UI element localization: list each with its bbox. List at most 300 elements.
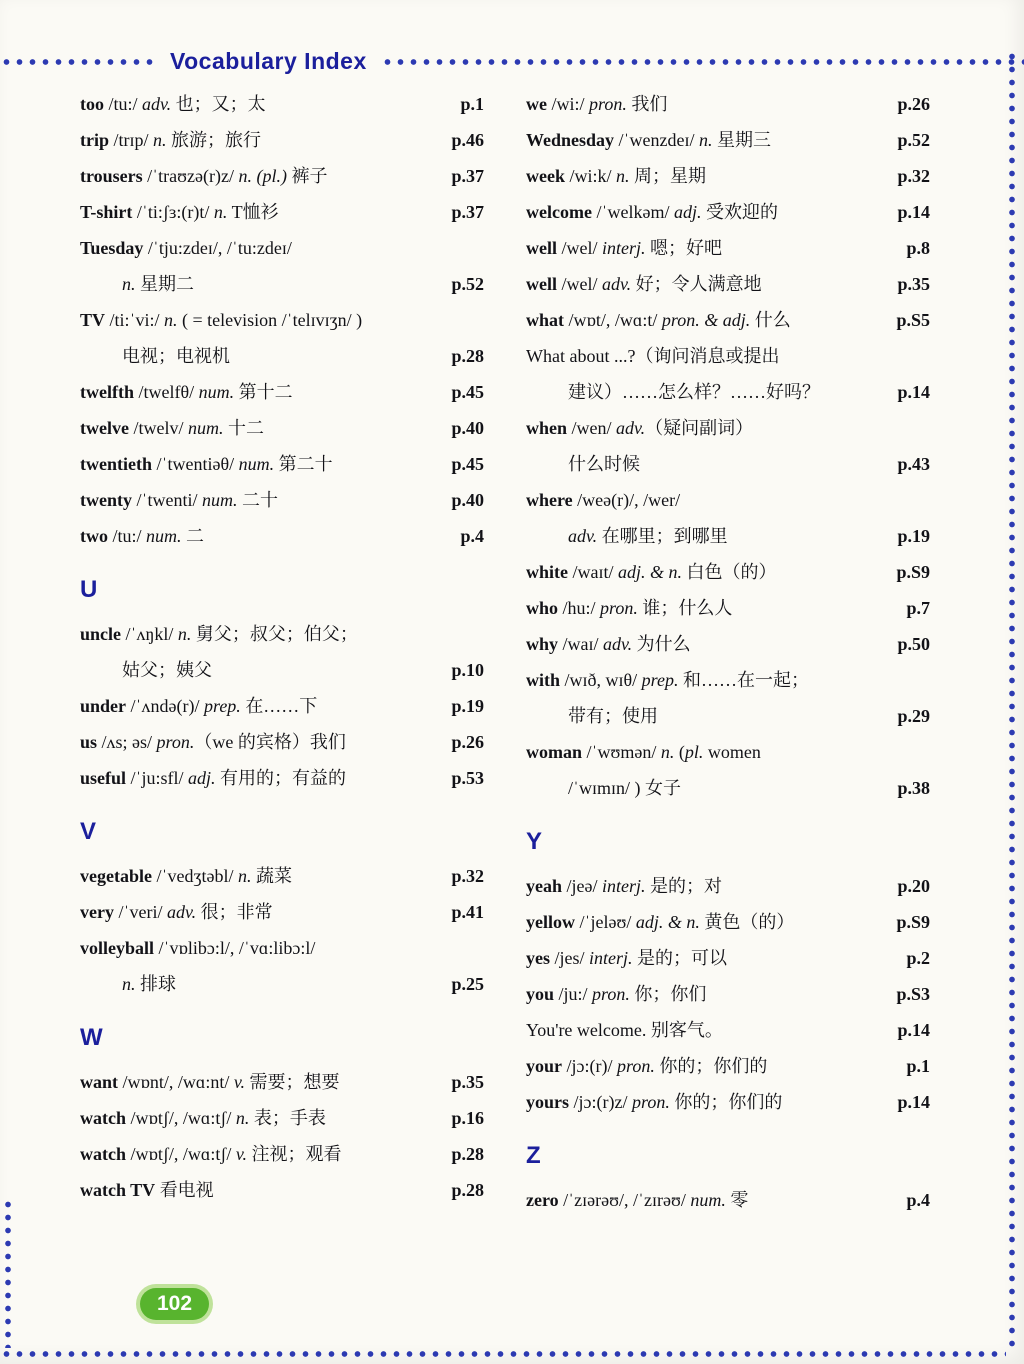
entry-text [80,194,439,230]
entry-line [80,930,484,966]
entry-text-segment: 十二 [223,418,264,438]
entry-text [80,930,484,966]
header-dots-left [0,58,156,66]
entry-text-segment: 星期二 [135,274,194,294]
part-of-speech: adj. [673,202,702,222]
vocab-entry [526,1084,930,1120]
entry-line [80,482,484,518]
entry-text [526,734,930,770]
entry-text [80,858,439,894]
entry-line [526,626,930,662]
entry-text-segment: /wi:/ [547,94,590,114]
vocab-entry [80,858,484,894]
section-letter-V: V [80,818,97,845]
entry-word: you [526,984,555,1004]
page-ref: p.37 [451,202,484,222]
entry-text-segment: /ˈwʊmən/ [582,742,661,762]
entry-word: we [526,94,547,114]
entry-text [122,966,439,1002]
vocab-entry [80,1100,484,1136]
part-of-speech: v. [233,1072,246,1092]
vocab-entry [526,904,930,940]
page-ref: p.28 [451,1180,484,1200]
page-ref: p.41 [451,902,484,922]
vocab-entry [80,1136,484,1172]
entry-text-segment: 为什么 [632,634,691,654]
part-of-speech: n. [616,166,630,186]
entry-text-segment: 第二十 [274,454,333,474]
page-ref: p.40 [451,490,484,510]
header-dots-right [381,58,1024,66]
part-of-speech: num. [187,418,224,438]
entry-text-segment: 电视；电视机 [122,346,230,366]
part-of-speech: n. [235,1108,250,1128]
part-of-speech: num. [198,382,235,402]
entry-text-segment: /wɪð, wɪθ/ [560,670,642,690]
entry-text [80,894,439,930]
entry-word: us [80,732,98,752]
entry-word: useful [80,768,127,788]
part-of-speech: adv. [602,274,632,294]
entry-line [526,590,930,626]
entry-word: twenty [80,490,132,510]
entry-line [80,1100,484,1136]
entry-text [526,940,894,976]
entry-text-segment: 什么时候 [568,454,640,474]
page-footer [140,1288,209,1320]
entry-line [80,652,484,688]
page-ref: p.52 [451,274,484,294]
entry-text-segment: /wɒt/, /wɑ:t/ [564,310,662,330]
entry-word: yellow [526,912,575,932]
vocab-entry [80,894,484,930]
entry-word: watch [80,1108,126,1128]
entry-word: yes [526,948,550,968]
entry-text [526,1048,894,1084]
page-ref: p.4 [906,1190,930,1210]
entry-line [526,554,930,590]
entry-text-segment: 蔬菜 [251,866,292,886]
entry-word: well [526,274,557,294]
entry-word: white [526,562,568,582]
entry-line [526,86,930,122]
entry-text-segment: /ˈtwentiəθ/ [151,454,239,474]
page-ref: p.16 [451,1108,484,1128]
entry-text [80,688,439,724]
entry-line [526,482,930,518]
entry-text-segment: /ˈwɪmɪn/ ) 女子 [568,778,681,798]
part-of-speech: pron. [600,598,638,618]
entry-text-segment: /waɪt/ [568,562,618,582]
page-ref: p.43 [897,454,930,474]
entry-text-segment: 建议）……怎么样？……好吗？ [568,382,820,402]
entry-text-segment: 在……下 [240,696,318,716]
entry-text-segment: 我们 [626,94,668,114]
page-ref: p.46 [451,130,484,150]
page-title: Vocabulary Index [170,48,367,74]
vocab-entry [80,482,484,518]
section-letter-U: U [80,576,98,603]
entry-text [80,122,439,158]
entry-text-segment: 嗯；好吧 [645,238,722,258]
entry-word: where [526,490,573,510]
entry-word: welcome [526,202,592,222]
entry-line [526,1048,930,1084]
entry-text [526,590,894,626]
page-ref: p.35 [897,274,930,294]
part-of-speech: n. [122,974,136,994]
entry-text [568,770,885,806]
entry-word: very [80,902,114,922]
entry-word: what [526,310,565,330]
entry-line [526,662,930,698]
entry-line [80,86,484,122]
entry-text-segment: T恤衫 [227,202,279,222]
entry-text-segment: /ʌs; əs/ [97,732,157,752]
vocab-entry [526,302,930,338]
entry-line [80,158,484,194]
entry-text [526,86,885,122]
entry-word: watch [80,1144,126,1164]
entry-text-segment: /ˈʌndə(r)/ [126,696,204,716]
entry-text [80,1064,439,1100]
entry-line [526,122,930,158]
entry-word: twelve [80,418,129,438]
entry-word: when [526,418,568,438]
entry-text-segment: 受欢迎的 [701,202,778,222]
vocab-entry [526,590,930,626]
entry-text-segment: /trɪp/ [109,130,153,150]
entry-text [526,122,885,158]
entry-text-segment: 黄色（的） [699,912,795,932]
entry-text [80,446,439,482]
entry-line [526,194,930,230]
entry-text [526,554,884,590]
entry-text-segment: /wɒnt/, /wɑ:nt/ [118,1072,234,1092]
entry-text [80,518,448,554]
entry-line [80,122,484,158]
entry-text-segment: 你；你们 [629,984,707,1004]
page-ref: p.29 [897,706,930,726]
entry-word: TV [80,310,106,330]
entry-text-segment: （疑问副词） [645,418,754,438]
entry-text-segment: 有用的；有益的 [215,768,347,788]
entry-text [526,158,885,194]
vocab-entry [80,1172,484,1208]
entry-text [526,410,930,446]
page-ref: p.25 [451,974,484,994]
entry-line [526,1084,930,1120]
entry-text [80,302,484,338]
part-of-speech: v. [235,1144,247,1164]
entry-word: week [526,166,565,186]
entry-text-segment: 看电视 [155,1180,214,1200]
entry-word: volleyball [80,938,155,958]
page-number-badge: 102 [140,1288,209,1320]
part-of-speech: num. [690,1190,726,1210]
part-of-speech: num. [238,454,275,474]
vocab-entry [526,976,930,1012]
page-ref: p.50 [897,634,930,654]
entry-text-segment: /ˈvɒlibɔ:l/, /ˈvɑ:libɔ:l/ [154,938,316,958]
page-header [0,48,1024,75]
entry-text [526,868,885,904]
entry-line [526,230,930,266]
entry-word: with [526,670,561,690]
page-ref: p.19 [451,696,484,716]
entry-text-segment: /twelv/ [128,418,188,438]
part-of-speech: prep. [203,696,241,716]
entry-word: twentieth [80,454,152,474]
entry-line [80,446,484,482]
entry-text-segment: 零 [725,1190,749,1210]
entry-text-segment: /ˈju:sfl/ [126,768,189,788]
entry-line [526,904,930,940]
entry-word: Wednesday [526,130,615,150]
entry-text-segment: 好；令人满意地 [631,274,762,294]
section-letter-Y: Y [526,828,543,855]
part-of-speech: n. [699,130,713,150]
entry-line [526,770,930,806]
vocab-entry [526,662,930,734]
entry-word: trip [80,130,109,150]
entry-word: vegetable [80,866,152,886]
entry-text-segment: 你的；你们的 [669,1092,783,1112]
entry-text-segment: 星期三 [712,130,771,150]
entry-line [80,518,484,554]
entry-text-segment: /wel/ [557,274,602,294]
entry-text-segment: /ˈjeləʊ/ [575,912,636,932]
index-columns [80,86,930,1218]
entry-text-segment: /wen/ [567,418,617,438]
entry-text [122,266,439,302]
page-ref: p.19 [897,526,930,546]
entry-line [80,966,484,1002]
part-of-speech: n. [237,866,252,886]
part-of-speech: adj. [188,768,216,788]
page-ref: p.45 [451,382,484,402]
entry-word: twelfth [80,382,134,402]
entry-text-segment: /wɒtʃ/, /wɑ:tʃ/ [126,1108,236,1128]
entry-text [526,338,930,374]
vocab-entry [80,374,484,410]
part-of-speech: n. [213,202,228,222]
part-of-speech: pron. [589,94,627,114]
vocab-entry [526,734,930,806]
vocab-entry [526,338,930,410]
entry-line [80,1064,484,1100]
entry-text-segment: 旅游；旅行 [166,130,261,150]
entry-text-segment: /jɔ:(r)/ [562,1056,617,1076]
entry-text [80,616,484,652]
vocab-entry [526,86,930,122]
entry-text-segment: 注视；观看 [246,1144,342,1164]
page-ref: p.32 [451,866,484,886]
entry-line [80,1136,484,1172]
entry-text-segment: /tu:/ [104,94,143,114]
entry-text [568,374,885,410]
entry-text [80,1172,439,1208]
entry-text [80,86,448,122]
entry-text-segment: 排球 [135,974,176,994]
entry-line [526,1182,930,1218]
entry-line [526,734,930,770]
page-ref: p.40 [451,418,484,438]
vocab-entry [80,1064,484,1100]
part-of-speech: n. [177,624,192,644]
entry-text-segment: /ti:ˈvi:/ [105,310,165,330]
entry-line [526,698,930,734]
part-of-speech: pron. [156,732,195,752]
entry-text-segment: 在哪里；到哪里 [597,526,728,546]
vocab-entry [526,230,930,266]
entry-text-segment: /ˈtju:zdeɪ/, /ˈtu:zdeɪ/ [143,238,292,258]
entry-word: Tuesday [80,238,144,258]
vocab-entry [80,194,484,230]
part-of-speech: num. [202,490,238,510]
right-border-dots [1008,50,1016,1352]
entry-text-segment: women [703,742,761,762]
entry-text-segment: /ˈveri/ [113,902,167,922]
vocab-entry [526,940,930,976]
page-ref: p.14 [897,202,930,222]
entry-text [80,1136,439,1172]
entry-text-segment: /jɔ:(r)z/ [569,1092,632,1112]
entry-line [80,374,484,410]
entry-line [80,266,484,302]
bottom-border-dots [0,1350,1006,1358]
entry-text-segment: 是的；可以 [632,948,727,968]
page-ref: p.35 [451,1072,484,1092]
entry-text-segment: 是的；对 [645,876,722,896]
part-of-speech: prep. [641,670,679,690]
entry-word: woman [526,742,583,762]
entry-text-segment: /ˈti:ʃɜ:(r)t/ [132,202,214,222]
part-of-speech: n. [122,274,136,294]
vocab-entry [526,266,930,302]
entry-text-segment: /wi:k/ [565,166,617,186]
part-of-speech: pron. [631,1092,670,1112]
entry-word: your [526,1056,562,1076]
entry-text [526,230,894,266]
entry-line [80,230,484,266]
entry-text-segment: /ˈwelkəm/ [591,202,674,222]
entry-word: want [80,1072,119,1092]
entry-word: yours [526,1092,570,1112]
vocab-entry [526,1012,930,1048]
part-of-speech: n. (pl.) [238,166,287,186]
part-of-speech: num. [146,526,182,546]
part-of-speech: interj. [589,948,633,968]
vocab-entry [526,482,930,554]
entry-text [526,1012,885,1048]
entry-text [80,410,439,446]
entry-text-segment: 姑父；姨父 [122,660,212,680]
entry-text [526,1182,894,1218]
part-of-speech: adv. [616,418,646,438]
entry-text-segment: 二 [181,526,205,546]
entry-text [80,374,439,410]
vocab-entry [80,158,484,194]
entry-line [526,410,930,446]
entry-text-segment: /jes/ [550,948,589,968]
entry-line [526,446,930,482]
entry-word: why [526,634,559,654]
entry-line [526,374,930,410]
entry-text-segment: 什么 [750,310,791,330]
vocab-entry [80,122,484,158]
left-border-dots [4,1198,12,1348]
entry-line [80,616,484,652]
entry-text [526,482,930,518]
entry-text [526,302,884,338]
entry-text-segment: 白色（的） [682,562,777,582]
entry-text [80,158,439,194]
entry-text-segment: /jeə/ [562,876,602,896]
page-ref: p.S5 [896,310,930,330]
page-ref: p.10 [451,660,484,680]
vocab-entry [526,868,930,904]
page-ref: p.45 [451,454,484,474]
page-ref: p.38 [897,778,930,798]
vocab-entry [80,930,484,1002]
entry-text-segment: 谁；什么人 [637,598,733,618]
entry-text-segment: 二十 [237,490,278,510]
entry-text-segment: You're welcome. 别客气。 [526,1020,723,1040]
entry-text-segment: 和……在一起； [678,670,809,690]
page-ref: p.S9 [896,562,930,582]
entry-text-segment: ( [674,742,685,762]
entry-word: yeah [526,876,562,896]
vocab-entry [80,230,484,302]
entry-text [80,724,439,760]
page-ref: p.26 [897,94,930,114]
part-of-speech: pron. [616,1056,655,1076]
vocab-entry [526,410,930,482]
entry-line [526,338,930,374]
section-letter-W: W [80,1024,103,1051]
entry-text-segment: /hu:/ [558,598,601,618]
entry-word: under [80,696,127,716]
entry-text-segment: 第十二 [234,382,293,402]
entry-text-segment: 周；星期 [629,166,707,186]
page-ref: p.1 [460,94,484,114]
page-ref: p.1 [906,1056,930,1076]
vocab-entry [526,554,930,590]
entry-text [568,698,885,734]
vocab-entry [80,302,484,374]
page-ref: p.26 [451,732,484,752]
entry-text-segment: /wɒtʃ/, /wɑ:tʃ/ [126,1144,236,1164]
entry-word: well [526,238,557,258]
entry-text-segment: /tu:/ [108,526,147,546]
part-of-speech: n. [164,310,178,330]
part-of-speech: pron. [592,984,630,1004]
entry-text-segment: /ju:/ [554,984,593,1004]
entry-text [526,194,885,230]
part-of-speech: adj. & n. [635,912,700,932]
page-ref: p.S9 [896,912,930,932]
entry-text-segment: ( = television /ˈtelɪvɪʒn/ ) [177,310,363,330]
entry-line [80,688,484,724]
part-of-speech: adj. & n. [618,562,683,582]
entry-line [80,858,484,894]
entry-line [80,302,484,338]
page-ref: p.14 [897,1092,930,1112]
entry-line [526,266,930,302]
vocab-entry [80,410,484,446]
entry-line [80,410,484,446]
